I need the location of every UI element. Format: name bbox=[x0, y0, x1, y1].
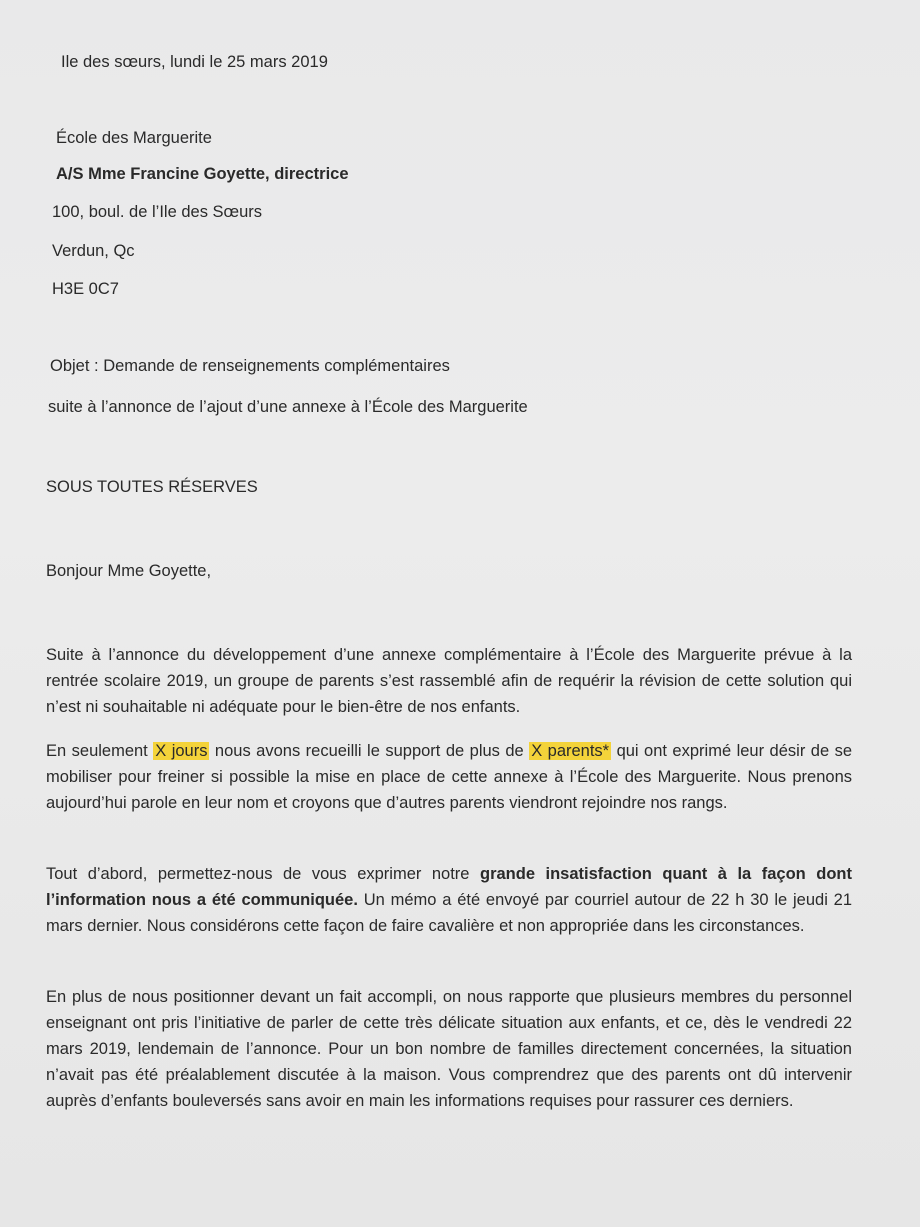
subject-line-1: Objet : Demande de renseignements complémentaires bbox=[50, 357, 450, 375]
paragraph-1: Suite à l’annonce du développement d’une annexe complémentaire à l’École des Marguerite prévue à la rentrée scolaire 2019, un groupe de parents s’est rassemblé afin de requérir la révision de cette solution qui n’est ni souhaitable ni adéquate pour le bien-être de nos enfants. bbox=[46, 646, 852, 716]
paragraph-2-text-c: qui ont exprimé leur désir de se mobiliser pour freiner si possible la mise en place de cette annexe à l’École des Marguerite. Nous prenons aujourd’hui parole en leur nom et croyons que d’autres parents viendront rejoindre nos rangs. bbox=[46, 742, 853, 812]
recipient-school: École des Marguerite bbox=[56, 129, 212, 147]
highlight-parents: X parents* bbox=[531, 742, 610, 760]
paragraph-3-text-a: Tout d’abord, permettez-nous de vous exprimer notre bbox=[46, 865, 480, 883]
date-line: Ile des sœurs, lundi le 25 mars 2019 bbox=[61, 53, 328, 71]
paragraph-2 bbox=[46, 738, 852, 816]
highlight-days: X jours bbox=[155, 742, 208, 760]
paragraph-3 bbox=[46, 861, 852, 939]
paragraph-3-text-b: Un mémo a été envoyé par courriel autour de 22 h 30 le jeudi 21 mars dernier. Nous considérons cette façon de faire cavalière et non appropriée dans les circonstances. bbox=[46, 891, 853, 935]
recipient-city: Verdun, Qc bbox=[52, 242, 135, 260]
recipient-postal: H3E 0C7 bbox=[52, 280, 119, 298]
subject-line-2: suite à l’annonce de l’ajout d’une annexe à l’École des Marguerite bbox=[48, 398, 528, 416]
reserve-notice: SOUS TOUTES RÉSERVES bbox=[46, 478, 258, 496]
paragraph-3-bold: grande insatisfaction quant à la façon dont l’information nous a été communiquée. bbox=[46, 865, 852, 909]
recipient-street: 100, boul. de l’Ile des Sœurs bbox=[52, 203, 263, 221]
paragraph-2-text-a: En seulement bbox=[46, 742, 154, 760]
paragraph-4: En plus de nous positionner devant un fait accompli, on nous rapporte que plusieurs membres du personnel enseignant ont pris l’initiative de parler de cette très délicate situation aux enfants, et ce, dès le vendredi 22 mars 2019, lendemain de l’annonce. Pour un bon nombre de familles directement concernées, la situation n’avait pas été préalablement discutée à la maison. Vous comprendrez que des parents ont dû intervenir auprès d’enfants bouleversés sans avoir en main les informations requises pour rassurer ces derniers. bbox=[46, 988, 852, 1110]
paragraph-2-text-b: nous avons recueilli le support de plus de bbox=[209, 742, 530, 760]
greeting: Bonjour Mme Goyette, bbox=[46, 562, 212, 580]
recipient-attention: A/S Mme Francine Goyette, directrice bbox=[56, 165, 349, 183]
